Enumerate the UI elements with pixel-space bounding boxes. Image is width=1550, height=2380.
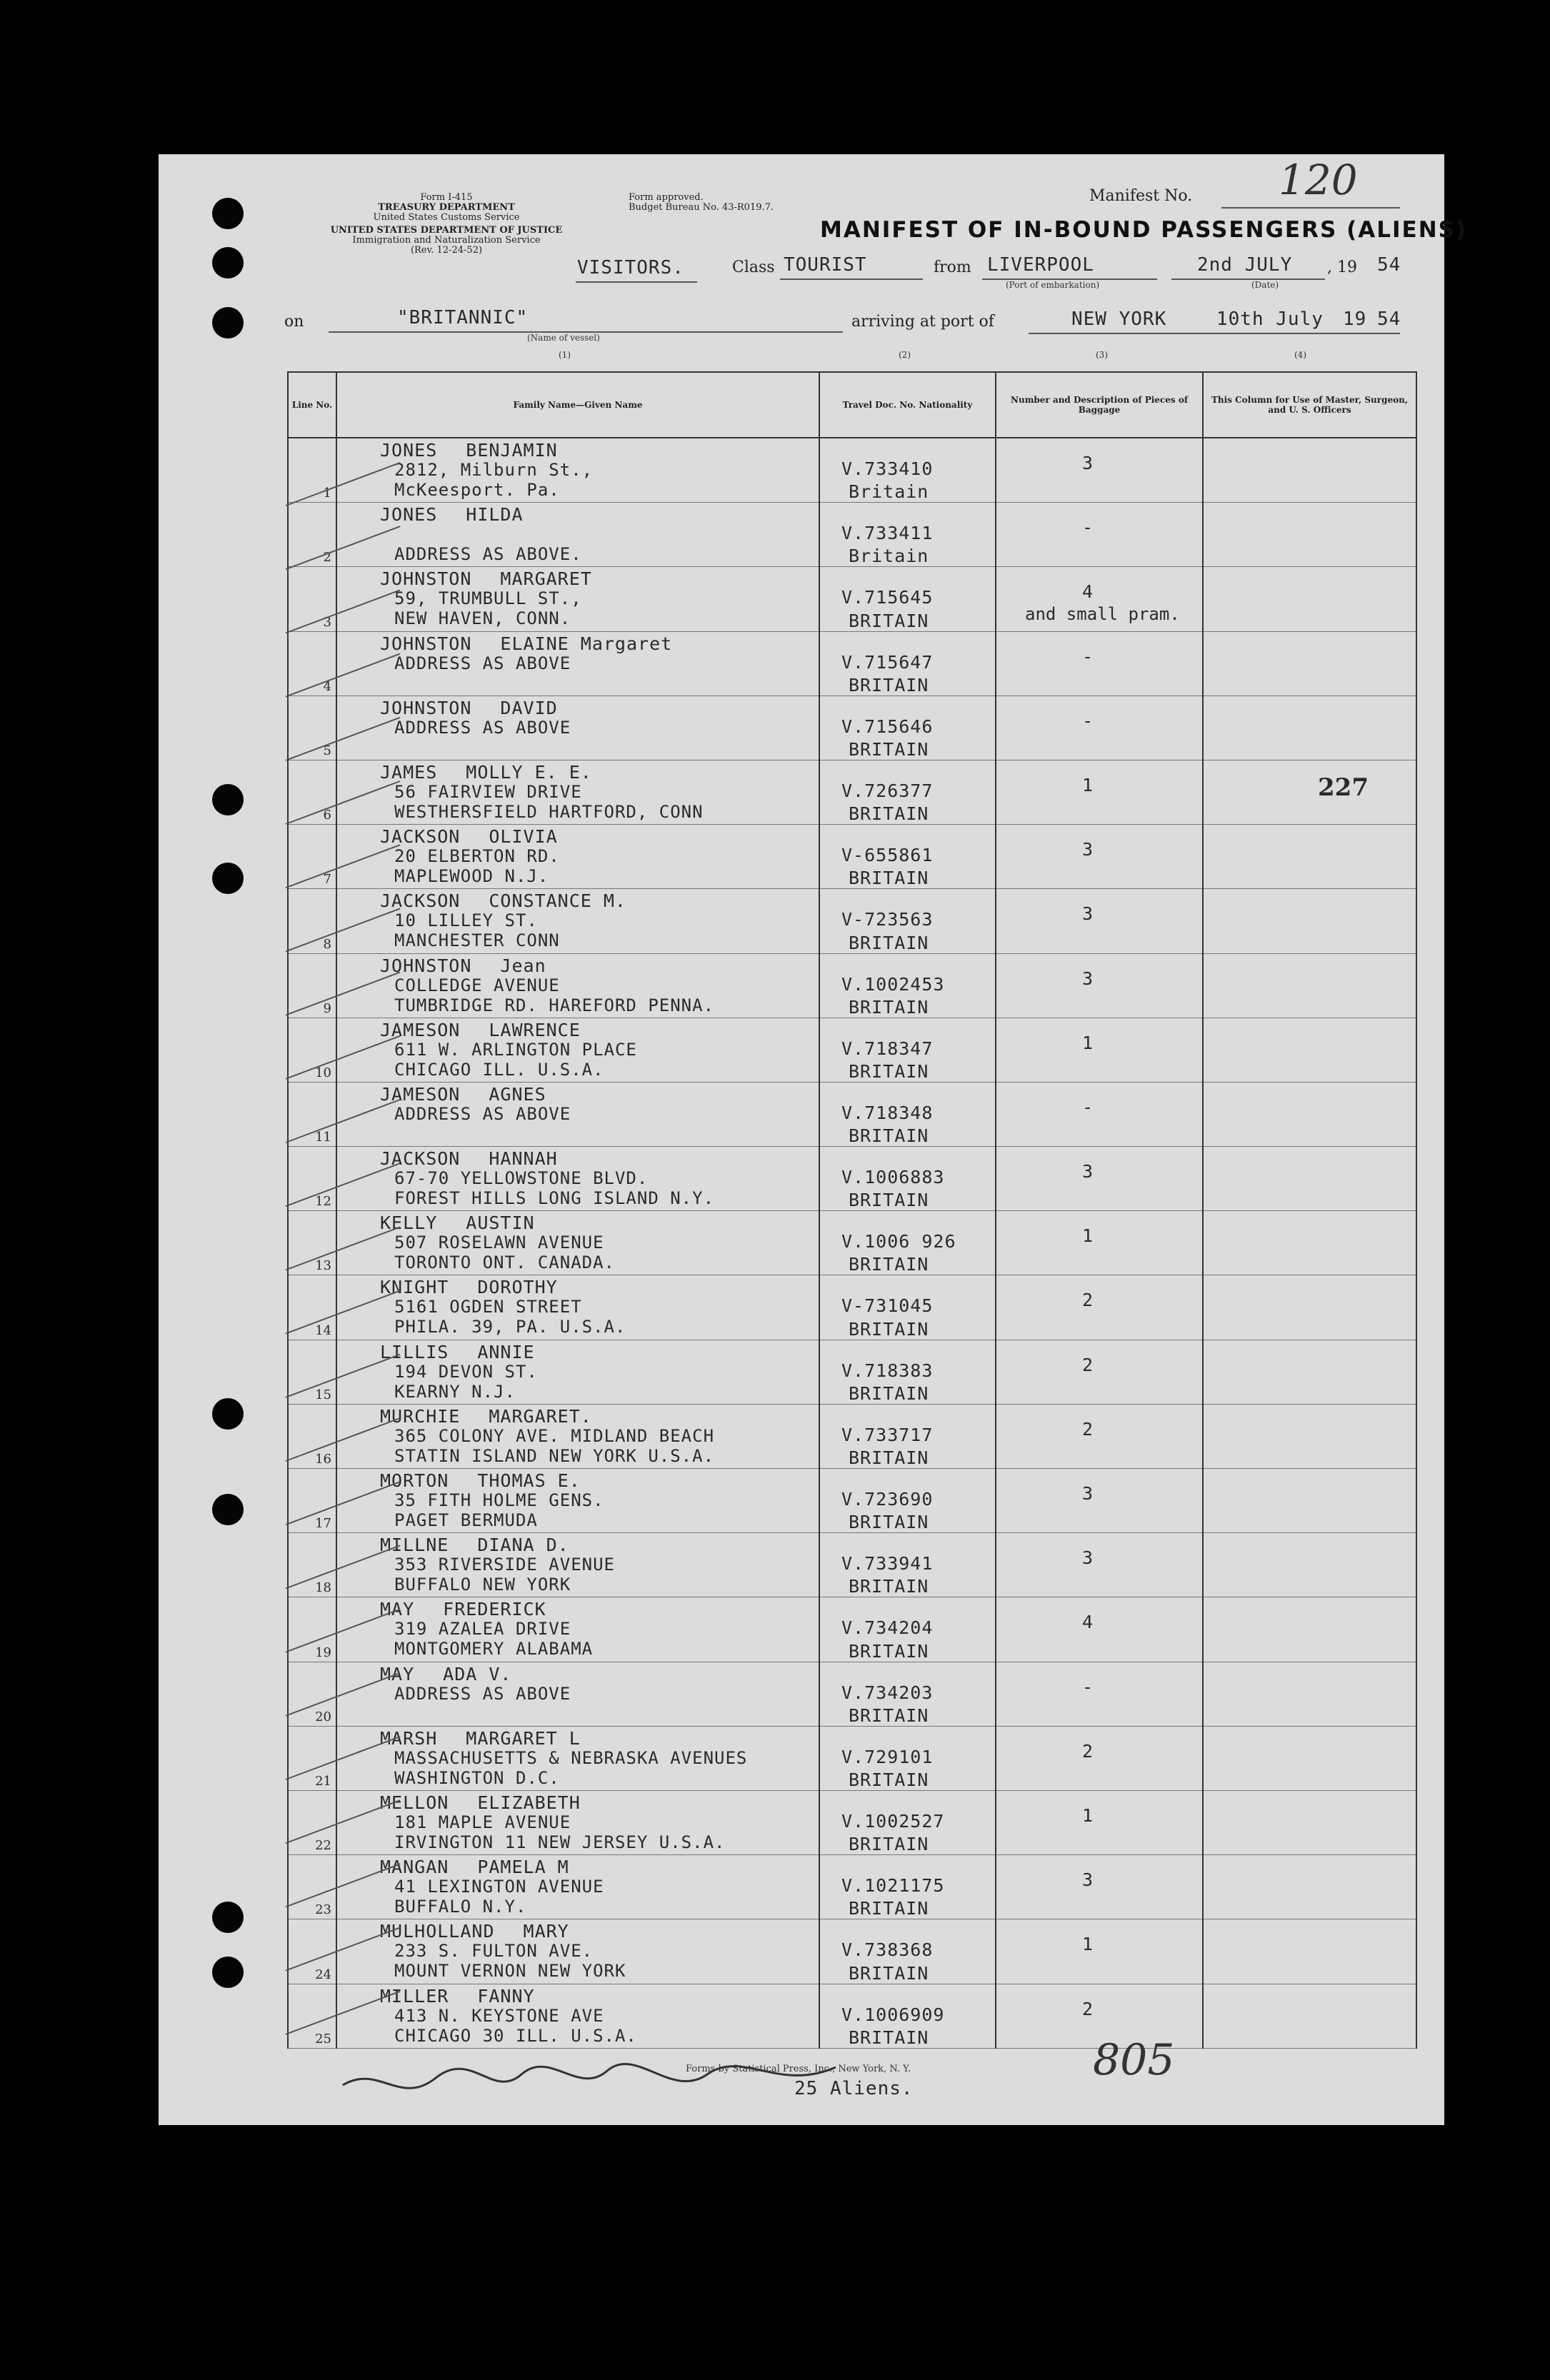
col-num-1: (1) [559, 350, 571, 360]
form-ins: Immigration and Naturalization Service [352, 235, 541, 246]
given-name: DIANA D. [477, 1535, 569, 1556]
address-line-2: TUMBRIDGE RD. HAREFORD PENNA. [394, 995, 715, 1015]
address-line-2: MAPLEWOOD N.J. [394, 866, 549, 887]
arrival-year: 54 [1377, 308, 1401, 330]
departure-date: 2nd JULY [1197, 254, 1293, 276]
nationality: BRITAIN [849, 1318, 929, 1340]
nationality: BRITAIN [849, 1704, 929, 1726]
line-number: 5 [323, 743, 331, 758]
family-name: JACKSON [380, 1148, 461, 1170]
address-line-1: 20 ELBERTON RD. [394, 846, 560, 867]
travel-doc-no: V.738368 [841, 1939, 934, 1961]
family-name: JOHNSTON [380, 633, 472, 654]
travel-doc-no: V.715646 [841, 715, 934, 737]
address-line-1: 35 FITH HOLME GENS. [394, 1490, 604, 1510]
nationality: BRITAIN [849, 868, 929, 889]
nationality: BRITAIN [849, 932, 929, 953]
address-line-2: IRVINGTON 11 NEW JERSEY U.S.A. [394, 1832, 726, 1852]
port-embarkation: LIVERPOOL [987, 254, 1094, 276]
family-name: MULHOLLAND [380, 1921, 495, 1942]
check-stroke [286, 463, 400, 506]
baggage-count: 3 [1082, 903, 1094, 925]
nationality: BRITAIN [849, 2027, 929, 2048]
baggage-count: 3 [1082, 1547, 1094, 1569]
arrival-date: 10th July [1216, 308, 1324, 330]
address-line-1: 5161 OGDEN STREET [394, 1297, 582, 1317]
line-number: 23 [315, 1902, 331, 1918]
depart-year-prefix: , 19 [1327, 258, 1357, 276]
handwritten-total: 805 [1093, 2035, 1175, 2085]
address-line-2: MANCHESTER CONN [394, 930, 560, 951]
nationality: BRITAIN [849, 1962, 929, 1984]
check-stroke [286, 1100, 400, 1143]
arrival-year-prefix: 19 [1343, 308, 1367, 330]
address-line-2: McKeesport. Pa. [394, 480, 560, 500]
travel-doc-no: V.1021175 [841, 1875, 945, 1897]
given-name: HANNAH [489, 1148, 558, 1170]
baggage-count: - [1082, 517, 1094, 538]
form-customs: United States Customs Service [373, 212, 520, 223]
line-number: 6 [323, 808, 331, 823]
line-number: 10 [315, 1065, 331, 1080]
address-line-2: BUFFALO N.Y. [394, 1897, 527, 1917]
address-line-1: 233 S. FULTON AVE. [394, 1941, 594, 1962]
nationality: BRITAIN [849, 1640, 929, 1662]
address-line-2: TORONTO ONT. CANADA. [394, 1252, 615, 1273]
address-line-1: ADDRESS AS ABOVE [394, 717, 571, 738]
header-doc: Travel Doc. No. Nationality [819, 372, 996, 438]
baggage-count: 3 [1082, 1483, 1094, 1504]
given-name: BENJAMIN [466, 440, 558, 461]
check-stroke [286, 1036, 400, 1079]
check-stroke [286, 1291, 400, 1334]
baggage-count: 4 [1082, 581, 1094, 603]
date-caption: (Date) [1251, 280, 1279, 290]
address-line-2: CHICAGO ILL. U.S.A. [394, 1059, 604, 1080]
travel-doc-no: V.733410 [841, 458, 934, 479]
address-line-1: 2812, Milburn St., [394, 460, 594, 480]
address-line-2: PHILA. 39, PA. U.S.A. [394, 1317, 626, 1337]
travel-doc-no: V.1006883 [841, 1167, 945, 1188]
family-name: JONES [380, 440, 438, 461]
check-stroke [286, 1418, 400, 1461]
given-name: AGNES [489, 1083, 546, 1105]
line-number: 20 [315, 1709, 331, 1724]
baggage-note: and small pram. [1025, 604, 1180, 625]
given-name: FANNY [477, 1985, 535, 2007]
nationality: BRITAIN [849, 1834, 929, 1855]
line-number: 4 [323, 678, 331, 694]
line-number: 15 [315, 1387, 331, 1402]
address-line-1: 353 RIVERSIDE AVENUE [394, 1555, 615, 1575]
nationality: BRITAIN [849, 610, 929, 631]
given-name: ELIZABETH [477, 1792, 581, 1813]
col-num-4: (4) [1294, 350, 1306, 360]
baggage-count: 1 [1082, 774, 1094, 795]
baggage-count: 1 [1082, 1032, 1094, 1053]
header-name: Family Name—Given Name [336, 372, 819, 438]
given-name: AUSTIN [466, 1212, 535, 1234]
nationality: Britain [849, 481, 929, 503]
nationality: BRITAIN [849, 1576, 929, 1597]
check-stroke [286, 526, 400, 569]
check-stroke [286, 845, 400, 888]
given-name: ANNIE [477, 1341, 535, 1362]
check-stroke [286, 1355, 400, 1397]
nationality: BRITAIN [849, 1060, 929, 1082]
travel-doc-no: V-731045 [841, 1295, 934, 1317]
check-stroke [286, 1673, 400, 1716]
address-line-1: 181 MAPLE AVENUE [394, 1812, 571, 1832]
travel-doc-no: V.729101 [841, 1746, 934, 1767]
address-line-1: ADDRESS AS ABOVE [394, 1103, 571, 1124]
travel-doc-no: V.718348 [841, 1102, 934, 1123]
nationality: BRITAIN [849, 1254, 929, 1275]
given-name: MARGARET L [466, 1727, 581, 1749]
travel-doc-no: V.1006909 [841, 2004, 945, 2025]
baggage-count: 2 [1082, 1740, 1094, 1762]
given-name: DAVID [500, 697, 558, 718]
address-line-1: 365 COLONY AVE. MIDLAND BEACH [394, 1425, 715, 1446]
nationality: BRITAIN [849, 1769, 929, 1790]
class-label: Class [732, 258, 775, 276]
family-name: JAMESON [380, 1019, 461, 1040]
nationality: BRITAIN [849, 1125, 929, 1147]
col-num-2: (2) [899, 350, 911, 360]
arriving-label: arriving at port of [851, 313, 994, 331]
address-line-1: 611 W. ARLINGTON PLACE [394, 1039, 637, 1060]
line-number: 11 [315, 1130, 331, 1145]
line-number: 25 [315, 2031, 331, 2047]
baggage-count: 1 [1082, 1804, 1094, 1826]
address-line-2: WESTHERSFIELD HARTFORD, CONN [394, 801, 704, 822]
family-name: JAMES [380, 761, 438, 783]
check-stroke [286, 1610, 400, 1652]
address-line-1: 56 FAIRVIEW DRIVE [394, 781, 582, 802]
address-line-1: 319 AZALEA DRIVE [394, 1619, 571, 1640]
signature [336, 2057, 850, 2114]
address-line-2: MONTGOMERY ALABAMA [394, 1639, 594, 1660]
travel-doc-no: V.715645 [841, 587, 934, 608]
address-line-1: ADDRESS AS ABOVE [394, 1683, 571, 1704]
family-name: JACKSON [380, 826, 461, 848]
address-line-2: BUFFALO NEW YORK [394, 1575, 571, 1595]
nationality: BRITAIN [849, 738, 929, 760]
address-line-2: CHICAGO 30 ILL. U.S.A. [394, 2025, 637, 2046]
travel-doc-no: V.733717 [841, 1424, 934, 1445]
form-approved: Form approved. [629, 192, 704, 203]
line-number: 19 [315, 1645, 331, 1660]
check-stroke [286, 590, 400, 633]
check-stroke [286, 1227, 400, 1270]
nationality: BRITAIN [849, 1512, 929, 1533]
nationality: BRITAIN [849, 803, 929, 825]
baggage-count: - [1082, 1096, 1094, 1118]
address-line-1: ADDRESS AS ABOVE [394, 653, 571, 673]
check-stroke [286, 1800, 400, 1843]
form-rev: (Rev. 12-24-52) [410, 245, 483, 256]
header-line-no: Line No. [288, 372, 336, 438]
baggage-count: 2 [1082, 1290, 1094, 1311]
baggage-count: 3 [1082, 968, 1094, 989]
travel-doc-no: V-723563 [841, 909, 934, 930]
manifest-no-label: Manifest No. [1089, 187, 1193, 205]
family-name: JACKSON [380, 890, 461, 912]
given-name: THOMAS E. [477, 1470, 581, 1491]
address-line-1: 67-70 YELLOWSTONE BLVD. [394, 1168, 649, 1189]
baggage-count: - [1082, 1676, 1094, 1697]
address-line-2: NEW HAVEN, CONN. [394, 608, 571, 629]
address-line-1: 194 DEVON ST. [394, 1361, 538, 1382]
family-name: MAY [380, 1663, 415, 1684]
vessel-caption: (Name of vessel) [527, 333, 600, 343]
line-number: 24 [315, 1967, 331, 1982]
baggage-count: - [1082, 710, 1094, 731]
address-line-2: MOUNT VERNON NEW YORK [394, 1961, 626, 1982]
travel-doc-no: V.726377 [841, 780, 934, 801]
port-caption: (Port of embarkation) [1006, 280, 1100, 290]
check-stroke [286, 1163, 400, 1206]
col-num-3: (3) [1096, 350, 1108, 360]
baggage-count: 2 [1082, 1418, 1094, 1440]
class-value: TOURIST [784, 254, 867, 276]
family-name: MORTON [380, 1470, 449, 1491]
vessel-name: "BRITANNIC" [397, 307, 529, 328]
departure-year: 54 [1377, 254, 1401, 276]
address-line-2: WASHINGTON D.C. [394, 1767, 560, 1788]
given-name: CONSTANCE M. [489, 890, 626, 912]
from-label: from [934, 258, 971, 276]
check-stroke [286, 1545, 400, 1588]
given-name: Jean [500, 955, 546, 976]
travel-doc-no: V.718347 [841, 1038, 934, 1059]
check-stroke [286, 654, 400, 697]
given-name: OLIVIA [489, 826, 558, 848]
on-label: on [284, 313, 304, 331]
family-name: JAMESON [380, 1083, 461, 1105]
given-name: PAMELA M [477, 1857, 569, 1878]
line-number: 8 [323, 936, 331, 952]
baggage-count: 2 [1082, 1998, 1094, 2019]
baggage-count: 2 [1082, 1354, 1094, 1375]
nationality: BRITAIN [849, 1382, 929, 1404]
line-number: 12 [315, 1194, 331, 1210]
baggage-count: 1 [1082, 1934, 1094, 1955]
travel-doc-no: V.734204 [841, 1617, 934, 1639]
printer-note: Forms by Statistical Press, Inc., New York, N. Y. [686, 2064, 911, 2074]
travel-doc-no: V.1002453 [841, 973, 945, 995]
line-number: 21 [315, 1773, 331, 1789]
given-name: LAWRENCE [489, 1019, 581, 1040]
given-name: MARGARET [500, 568, 592, 590]
line-number: 18 [315, 1580, 331, 1596]
family-name: MELLON [380, 1792, 449, 1813]
manifest-no-value: 120 [1279, 156, 1358, 204]
address-line-2: FOREST HILLS LONG ISLAND N.Y. [394, 1188, 715, 1209]
form-treasury: TREASURY DEPARTMENT [378, 202, 515, 213]
nationality: BRITAIN [849, 1190, 929, 1211]
travel-doc-no: V-655861 [841, 845, 934, 866]
nationality: BRITAIN [849, 1898, 929, 1919]
address-line-1: 10 LILLEY ST. [394, 910, 538, 931]
given-name: ADA V. [443, 1663, 512, 1684]
address-line-2: KEARNY N.J. [394, 1381, 516, 1402]
address-line-2: ADDRESS AS ABOVE. [394, 544, 582, 565]
travel-doc-no: V.718383 [841, 1360, 934, 1381]
line-number: 17 [315, 1516, 331, 1532]
family-name: JOHNSTON [380, 568, 472, 590]
travel-doc-no: V.733411 [841, 523, 934, 544]
given-name: DOROTHY [477, 1277, 558, 1298]
line-number: 9 [323, 1000, 331, 1016]
line-number: 2 [323, 550, 331, 566]
given-name: MARY [523, 1921, 569, 1942]
officer-mark: 227 [1318, 773, 1369, 802]
line-number: 1 [323, 486, 331, 501]
baggage-count: 3 [1082, 453, 1094, 473]
nationality: BRITAIN [849, 1447, 929, 1468]
line-number: 14 [315, 1322, 331, 1338]
nationality: Britain [849, 546, 929, 567]
family-name: JOHNSTON [380, 697, 472, 718]
given-name: MARGARET. [489, 1405, 592, 1427]
address-line-2: STATIN ISLAND NEW YORK U.S.A. [394, 1445, 715, 1466]
travel-doc-no: V.723690 [841, 1489, 934, 1510]
family-name: LILLIS [380, 1341, 449, 1362]
address-line-1: 59, TRUMBULL ST., [394, 588, 582, 609]
given-name: HILDA [466, 504, 524, 526]
family-name: KNIGHT [380, 1277, 449, 1298]
given-name: FREDERICK [443, 1599, 546, 1620]
baggage-count: - [1082, 646, 1094, 667]
family-name: KELLY [380, 1212, 438, 1234]
check-stroke [286, 781, 400, 824]
address-line-1: COLLEDGE AVENUE [394, 975, 560, 995]
travel-doc-no: V.734203 [841, 1682, 934, 1703]
manifest-title: MANIFEST OF IN-BOUND PASSENGERS (ALIENS) [820, 217, 1468, 243]
address-line-1: 41 LEXINGTON AVENUE [394, 1877, 604, 1897]
address-line-1: 413 N. KEYSTONE AVE [394, 2005, 604, 2026]
form-number: Form I-415 [420, 192, 473, 203]
family-name: MILLNE [380, 1535, 449, 1556]
port-arrival: NEW YORK [1071, 308, 1167, 330]
baggage-count: 4 [1082, 1612, 1094, 1633]
check-stroke [286, 1737, 400, 1779]
check-stroke [286, 1864, 400, 1907]
address-line-1: MASSACHUSETTS & NEBRASKA AVENUES [394, 1747, 748, 1768]
nationality: BRITAIN [849, 996, 929, 1018]
line-number: 16 [315, 1452, 331, 1467]
header-baggage: Number and Description of Pieces of Baggage [996, 372, 1203, 438]
family-name: MANGAN [380, 1857, 449, 1878]
form-justice: UNITED STATES DEPARTMENT OF JUSTICE [330, 225, 563, 236]
baggage-count: 3 [1082, 839, 1094, 860]
nationality: BRITAIN [849, 674, 929, 696]
family-name: MURCHIE [380, 1405, 461, 1427]
check-stroke [286, 1928, 400, 1971]
budget-bureau: Budget Bureau No. 43-R019.7. [629, 202, 774, 213]
family-name: MILLER [380, 1985, 449, 2007]
given-name: MOLLY E. E. [466, 761, 592, 783]
travel-doc-no: V.1006 926 [841, 1231, 956, 1252]
family-name: MARSH [380, 1727, 438, 1749]
check-stroke [286, 973, 400, 1015]
check-stroke [286, 1992, 400, 2034]
line-number: 7 [323, 872, 331, 888]
line-number: 22 [315, 1838, 331, 1854]
address-line-2: PAGET BERMUDA [394, 1510, 538, 1530]
check-stroke [286, 908, 400, 951]
visitors-label: VISITORS. [577, 257, 684, 278]
check-stroke [286, 1482, 400, 1525]
given-name: ELAINE Margaret [500, 633, 673, 654]
travel-doc-no: V.1002527 [841, 1810, 945, 1832]
aliens-count: 25 Aliens. [794, 2078, 914, 2099]
address-line-1: 507 ROSELAWN AVENUE [394, 1232, 604, 1253]
baggage-count: 1 [1082, 1225, 1094, 1247]
travel-doc-no: V.733941 [841, 1553, 934, 1575]
baggage-count: 3 [1082, 1869, 1094, 1891]
line-number: 13 [315, 1258, 331, 1274]
family-name: JOHNSTON [380, 955, 472, 976]
header-officers: This Column for Use of Master, Surgeon, and U. S. Officers [1203, 372, 1416, 438]
family-name: MAY [380, 1599, 415, 1620]
line-number: 3 [323, 614, 331, 630]
family-name: JONES [380, 504, 438, 526]
travel-doc-no: V.715647 [841, 651, 934, 673]
baggage-count: 3 [1082, 1161, 1094, 1183]
check-stroke [286, 718, 400, 760]
